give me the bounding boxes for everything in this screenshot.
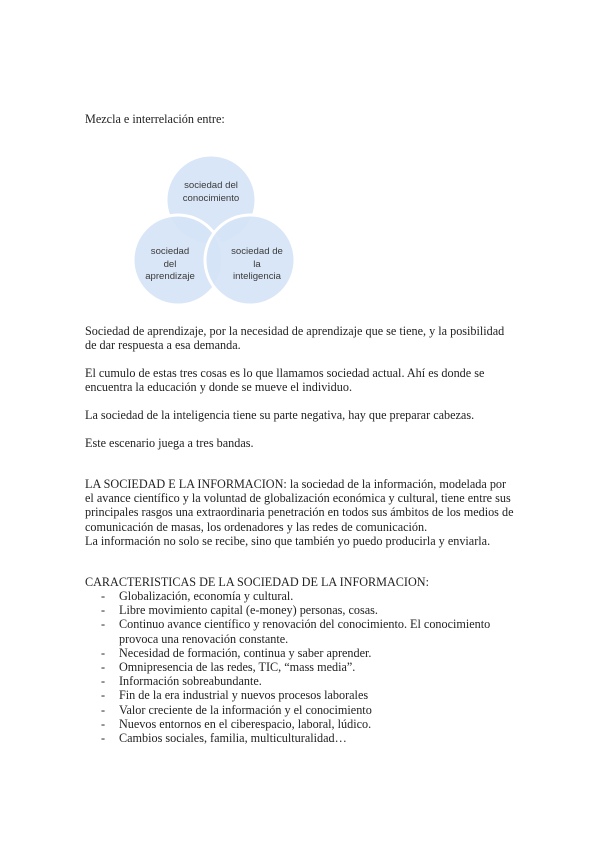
paragraph-sociedad-informacion: LA SOCIEDAD E LA INFORMACION: la sociedad de la información, modelada por el avance científico y la voluntad de globalización económica y cultural, tiene entre sus principales rasgos una extraordinaria penetración en todos sus ámbitos de los medios de comunicación de masas, los ordenadores y las redes de comunicación. <box>85 477 514 534</box>
dash-bullet: - <box>101 603 106 618</box>
venn-label-aprendizaje: sociedad del aprendizaje <box>145 246 195 282</box>
venn-diagram <box>133 150 298 312</box>
venn-label-conocimiento: sociedad del conocimiento <box>182 180 240 204</box>
list-item: - Fin de la era industrial y nuevos procesos laborales <box>101 688 369 703</box>
list-item: - Omnipresencia de las redes, TIC, “mass media”. <box>101 660 356 675</box>
paragraph-cumulo: El cumulo de estas tres cosas es lo que llamamos sociedad actual. Ahí es donde se encuentra la educación y donde se mueve el individuo. <box>85 366 485 395</box>
characteristics-heading: CARACTERISTICAS DE LA SOCIEDAD DE LA INFORMACION: <box>85 575 429 589</box>
venn-circles <box>133 150 298 312</box>
dash-bullet: - <box>101 645 106 660</box>
list-item: - Información sobreabundante. <box>101 674 262 689</box>
paragraph-informacion-recibe: La información no solo se recibe, sino que también yo puedo producirla y enviarla. <box>85 534 491 548</box>
paragraph-escenario: Este escenario juega a tres bandas. <box>85 436 254 450</box>
list-item: - Continuo avance científico y renovación del conocimiento. El conocimiento provoca una renovación constante. <box>101 617 491 646</box>
dash-bullet: - <box>101 617 106 632</box>
venn-label-inteligencia: sociedad de la inteligencia <box>231 246 283 282</box>
paragraph-inteligencia: La sociedad de la inteligencia tiene su parte negativa, hay que preparar cabezas. <box>85 408 475 422</box>
paragraph-aprendizaje: Sociedad de aprendizaje, por la necesidad de aprendizaje que se tiene, y la posibilidad de dar respuesta a esa demanda. <box>85 324 505 353</box>
dash-bullet: - <box>101 589 106 603</box>
list-item: - Globalización, economía y cultural. <box>101 589 294 603</box>
dash-bullet: - <box>101 674 106 689</box>
characteristics-list <box>101 589 521 745</box>
list-item: - Valor creciente de la información y el conocimiento <box>101 702 372 717</box>
list-item: - Nuevos entornos en el ciberespacio, laboral, lúdico. <box>101 716 372 731</box>
list-item: - Libre movimiento capital (e-money) personas, cosas. <box>101 603 378 618</box>
intro-text: Mezcla e interrelación entre: <box>85 112 225 126</box>
dash-bullet: - <box>101 688 106 703</box>
dash-bullet: - <box>101 702 106 717</box>
dash-bullet: - <box>101 660 106 675</box>
list-item: - Cambios sociales, familia, multiculturalidad… <box>101 731 347 746</box>
dash-bullet: - <box>101 716 106 731</box>
list-item: - Necesidad de formación, continua y saber aprender. <box>101 645 372 660</box>
dash-bullet: - <box>101 731 106 746</box>
